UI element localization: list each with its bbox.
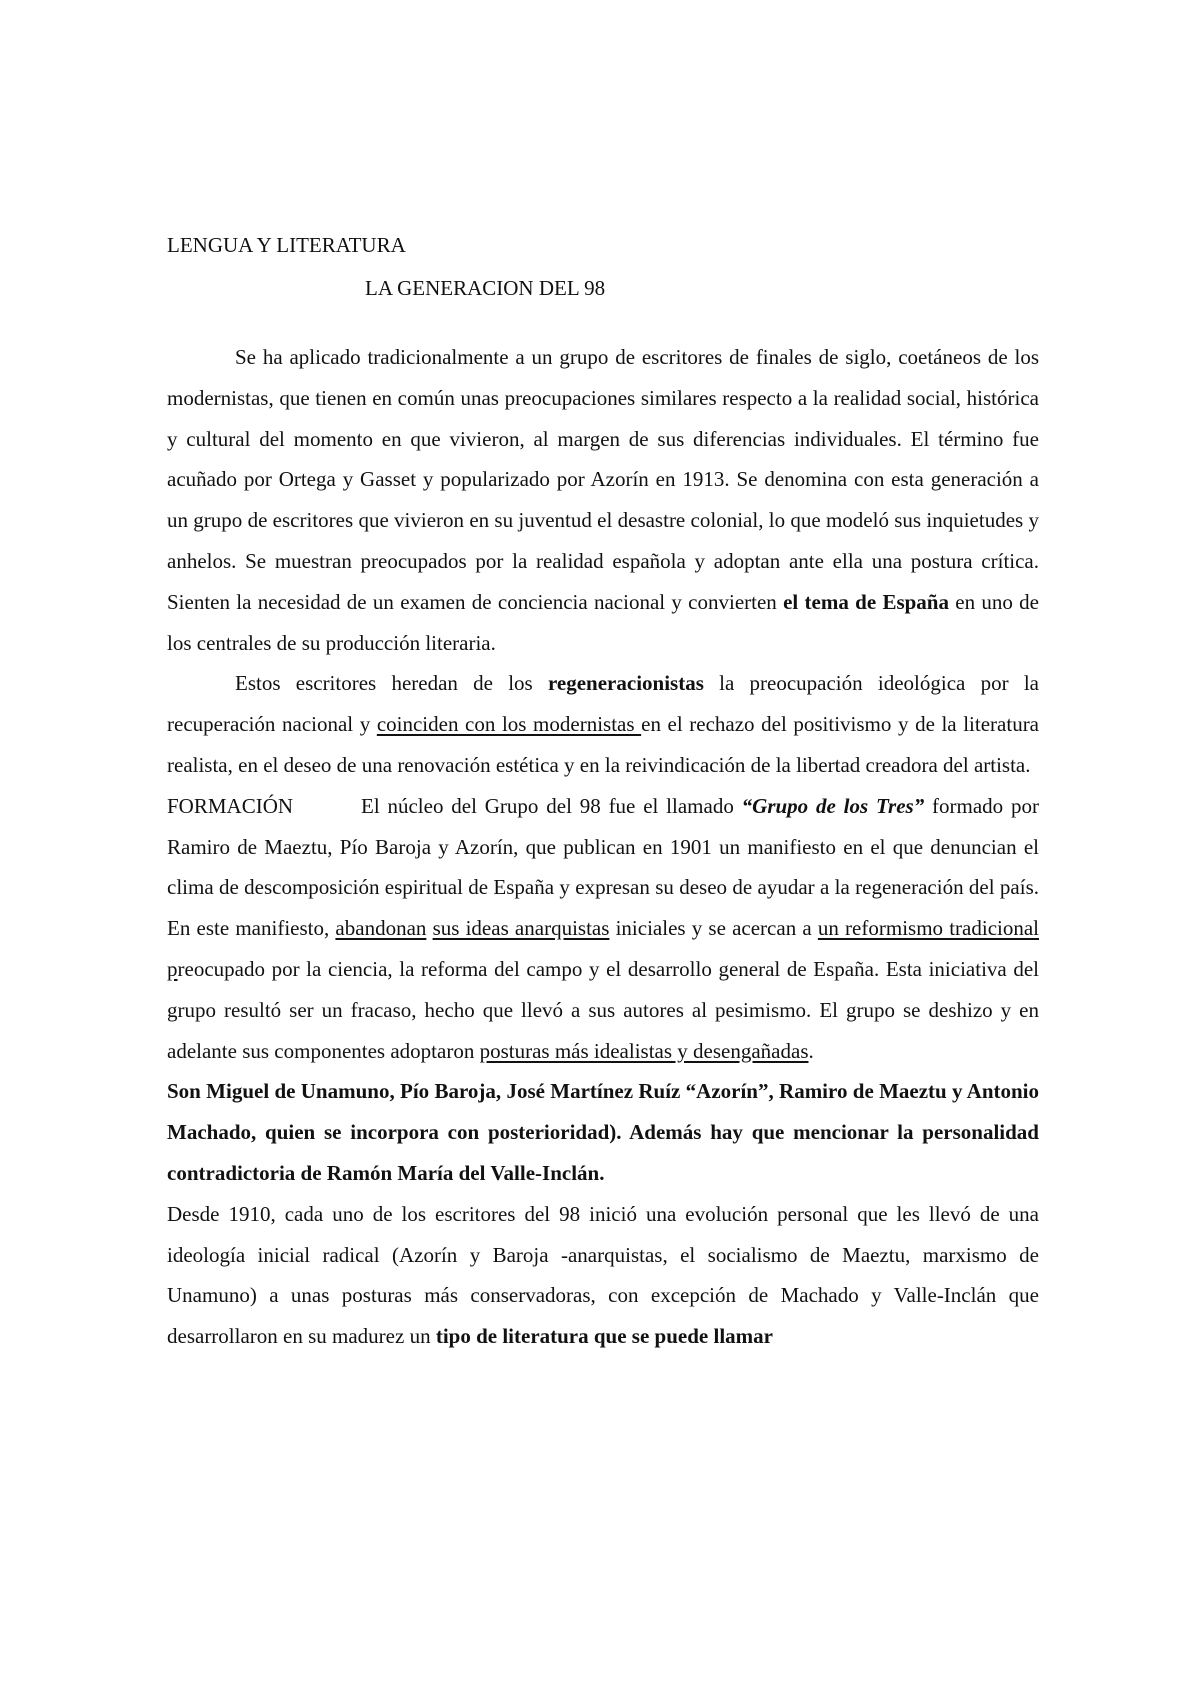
paragraph-text: Estos escritores heredan de los: [235, 671, 548, 696]
paragraph-authors: [167, 1071, 1039, 1193]
paragraph-text: reocupado por la ciencia, la reforma del campo y el desarrollo general de España. Esta iniciativa del grupo resultó ser un fracaso, hecho que llevó a sus autores al pesimismo. El grupo se deshizo y en adelante sus componentes adoptaron: [167, 956, 1039, 1063]
document-title: LA GENERACION DEL 98: [365, 276, 606, 300]
paragraph-text: iniciales y se acercan a: [609, 916, 818, 941]
paragraph-evolution: [167, 1194, 1039, 1357]
bold-phrase: el tema de España: [783, 589, 949, 614]
bold-phrase: tipo de literatura que se puede llamar: [435, 1324, 773, 1349]
paragraph-text: El núcleo del Grupo del 98 fue el llamado: [361, 793, 742, 818]
document-subject: LENGUA Y LITERATURA: [167, 233, 406, 257]
italic-phrase: “Grupo de los Tres”: [741, 793, 925, 818]
bold-phrase: [742, 794, 925, 818]
paragraph-text: Se ha aplicado tradicionalmente a un grupo de escritores de finales de siglo, coetáneos de los modernistas, que tienen en común unas preocupaciones similares respecto a la realidad social, histórica y cultural del momento en que vivieron, al margen de sus diferencias individuales. El término fue acuñado por Ortega y Gasset y popularizado por Azorín en 1913. Se denomina con esta generación a un grupo de escritores que vivieron en su juventud el desastre colonial, lo que modeló sus inquietudes y anhelos. Se muestran preocupados por la realidad española y adoptan ante ella una postura crítica. Sienten la necesidad de un examen de conciencia nacional y convierten: [167, 345, 1039, 614]
paragraph-text: en uno de los centrales de su producción literaria.: [167, 589, 1039, 655]
underlined-phrase: posturas más idealistas y desengañadas: [479, 1038, 809, 1063]
paragraph-text: .: [808, 1038, 814, 1063]
paragraph-intro: [167, 337, 1039, 663]
paragraph-text: en el rechazo del positivismo y de la literatura realista, en el deseo de una renovación estética y en la reivindicación de la libertad creadora del artista.: [167, 712, 1040, 777]
underlined-phrase: abandonan: [335, 916, 427, 941]
paragraph-formacion: [167, 786, 1039, 1072]
paragraph-text: formado por Ramiro de Maeztu, Pío Baroja y Azorín, que publican en 1901 un manifiesto en el que denuncian el clima de descomposición espiritual de España y expresan su deseo de ayudar a la regeneración del país. En este manifiesto,: [167, 793, 1039, 941]
underlined-phrase: un reformismo tradicional p: [167, 916, 1040, 981]
document-body: [167, 230, 1039, 1357]
paragraph-regeneracionistas: [167, 663, 1039, 785]
bold-phrase: Son Miguel de Unamuno, Pío Baroja, José Martínez Ruíz “Azorín”, Ramiro de Maeztu y Antonio Machado, quien se incorpora con posterioridad). Además hay que mencionar la personalidad contradictoria de Ramón María del Valle-Inclán.: [167, 1079, 1039, 1185]
paragraph-text: la preocupación ideológica por la recuperación nacional y: [167, 671, 1039, 737]
bold-phrase: regeneracionistas: [547, 671, 704, 696]
paragraph-text: Desde 1910, cada uno de los escritores del 98 inició una evolución personal que les llevó de una ideología inicial radical (Azorín y Baroja -anarquistas, el socialismo de Maeztu, marxismo de Unamuno) a unas posturas más conservadoras, con excepción de Machado y Valle-Inclán que desarrollaron en su madurez un: [167, 1201, 1039, 1349]
underlined-phrase: coinciden con los modernistas: [376, 712, 642, 737]
underlined-phrase: sus ideas anarquistas: [432, 916, 610, 941]
section-label: FORMACIÓN: [167, 793, 294, 818]
